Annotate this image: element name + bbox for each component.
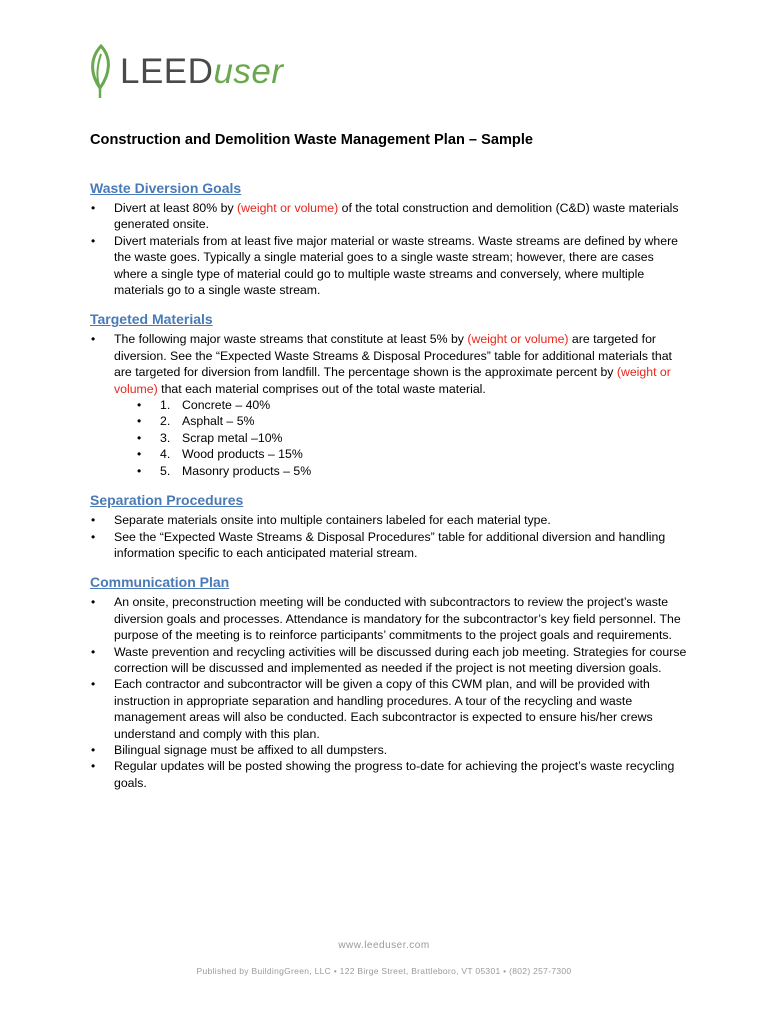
heading-waste-diversion-goals: Waste Diversion Goals: [90, 180, 242, 196]
item-number: • 3.: [160, 430, 171, 445]
highlight-weight-or-volume: (weight or volume): [467, 332, 569, 347]
list-item: [90, 200, 690, 233]
material-item: [136, 463, 690, 479]
separation-list: [90, 512, 690, 561]
text: Divert at least 80% by: [114, 201, 238, 215]
material-text: Concrete – 40%: [182, 398, 271, 413]
text: are targeted for diversion. See the “Expected Waste Streams & Disposal Procedures” table for additional materials that are targeted for diversion from landfill. The percentage shown is the approximate percent by: [114, 332, 672, 380]
goals-list: [90, 200, 690, 298]
list-item: • Bilingual signage must be affixed to all dumpsters.: [90, 742, 690, 758]
text: The following major waste streams that constitute at least 5% by: [114, 332, 468, 347]
material-text: Scrap metal –10%: [182, 430, 283, 445]
list-item: • Divert materials from at least five major material or waste streams. Waste streams are defined by where the waste goes. Typically a single material goes to a single waste stream; however, there are cases where a single type of material could go to multiple waste streams and conversely, where multiple materials go to a single waste stream.: [90, 233, 690, 299]
list-item: • An onsite, preconstruction meeting will be conducted with subcontractors to review the project’s waste diversion goals and processes. Attendance is mandatory for the subcontractor’s key field personnel. The purpose of the meeting is to reinforce participants’ commitments to the project goals and requirements.: [90, 594, 690, 643]
item-number: • 2.: [160, 414, 171, 429]
footer-url: www.leeduser.com: [338, 940, 430, 951]
footer-publisher: Published by BuildingGreen, LLC • 122 Birge Street, Brattleboro, VT 05301 • (802) 257-7300: [196, 966, 572, 976]
list-item: • Each contractor and subcontractor will be given a copy of this CWM plan, and will be provided with instruction in appropriate separation and handling procedures. A tour of the recycling and waste management areas will also be conducted. Each subcontractor is expected to ensure his/her crews understand and comply with this plan.: [90, 676, 690, 742]
document-title: Construction and Demolition Waste Management Plan – Sample: [90, 132, 534, 148]
materials-list: [114, 397, 690, 479]
material-item: [136, 413, 690, 429]
list-item: • See the “Expected Waste Streams & Disposal Procedures” table for additional diversion and handling information specific to each anticipated material stream.: [90, 529, 690, 562]
material-item: [136, 446, 690, 462]
logo-wordmark: [120, 52, 284, 92]
material-item: [136, 397, 690, 413]
document-body: [90, 130, 690, 803]
list-item: • Regular updates will be posted showing the progress to-date for achieving the project’s waste recycling goals.: [90, 758, 690, 791]
leeduser-logo: [88, 44, 284, 100]
text: that each material comprises out of the total waste material.: [157, 381, 486, 396]
item-number: • 4.: [160, 447, 171, 462]
targeted-list: [90, 331, 690, 479]
highlight-weight-or-volume: (weight or volume): [114, 365, 671, 396]
material-text: Asphalt – 5%: [182, 414, 255, 429]
heading-separation-procedures: Separation Procedures: [90, 492, 244, 509]
highlight-weight-or-volume: (weight or volume): [237, 201, 339, 215]
material-text: Wood products – 15%: [182, 447, 303, 462]
material-text: Masonry products – 5%: [182, 463, 312, 478]
list-item: [90, 331, 690, 479]
leaf-icon: [88, 44, 114, 100]
list-item: • Separate materials onsite into multiple containers labeled for each material type.: [90, 512, 690, 528]
heading-communication-plan: Communication Plan: [90, 574, 230, 591]
text: of the total construction and demolition (C&D) waste materials generated onsite.: [114, 201, 679, 232]
material-item: [136, 430, 690, 446]
heading-targeted-materials: Targeted Materials: [90, 311, 213, 328]
list-item: • Waste prevention and recycling activities will be discussed during each job meeting. Strategies for course correction will be discussed and implemented as needed if the project is not meeting diversion goals.: [90, 644, 690, 677]
item-number: • 1.: [160, 398, 171, 413]
logo-leed: LEED: [120, 52, 214, 91]
communication-list: [90, 594, 690, 791]
item-number: • 5.: [160, 463, 171, 478]
logo-user: user: [213, 52, 284, 91]
